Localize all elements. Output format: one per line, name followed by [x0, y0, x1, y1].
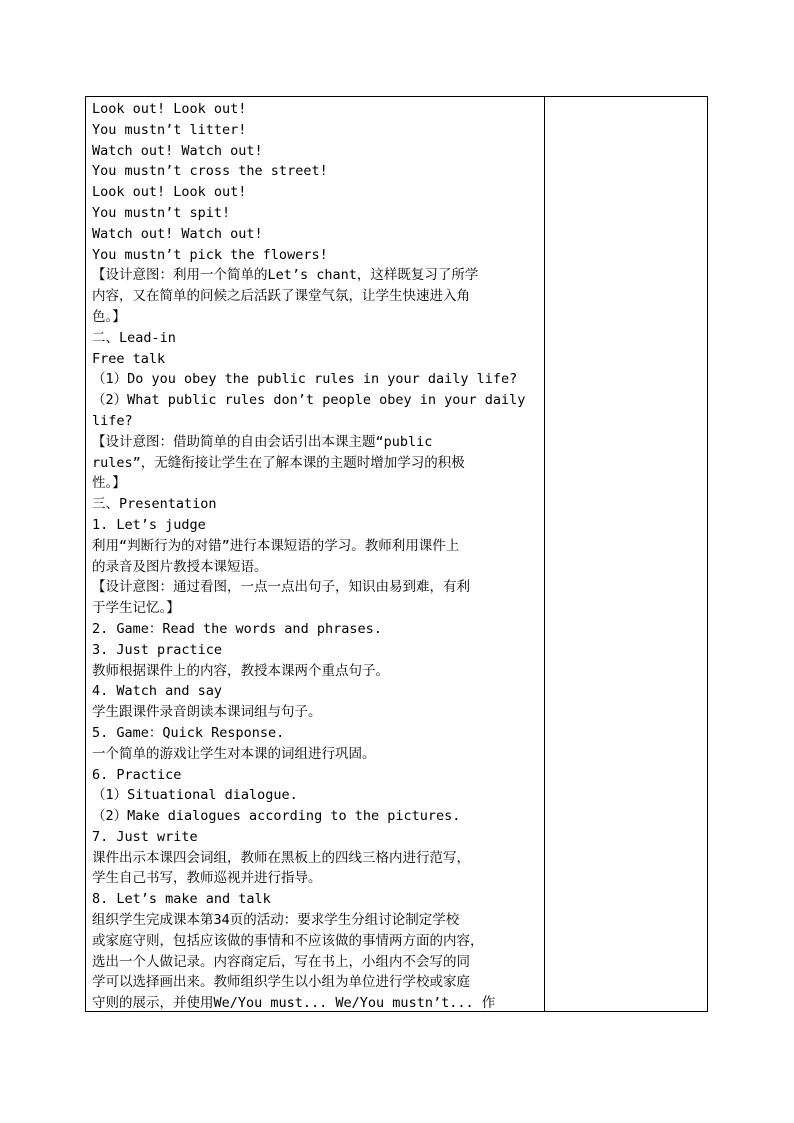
text-line: Watch out! Watch out! [92, 142, 263, 159]
text-line: Look out! Look out! [92, 101, 247, 117]
text-line: 性。】 [92, 475, 126, 492]
text-line: 组织学生完成课本第34页的活动：要求学生分组讨论制定学校 [92, 912, 460, 929]
text-line: 于学生记忆。】 [92, 600, 180, 617]
section-heading: 二、Lead-in [92, 329, 176, 346]
text-line: （1）Do you obey the public rules in your daily life? [92, 371, 518, 388]
text-line: （2）What public rules don’t people obey in your daily [92, 392, 526, 409]
text-line: 3. Just practice [92, 641, 223, 658]
text-line: You mustn’t cross the street! [92, 163, 328, 180]
text-line: 一个简单的游戏让学生对本课的词组进行巩固。 [92, 745, 376, 762]
text-line: Watch out! Watch out! [92, 225, 263, 242]
text-line: 8. Let’s make and talk [92, 891, 271, 908]
text-line: life? [92, 412, 133, 429]
text-line: （2）Make dialogues according to the pictures. [92, 808, 461, 825]
text-line: 或家庭守则，包括应该做的事情和不应该做的事情两方面的内容， [92, 932, 484, 949]
text-line: 5. Game：Quick Response. [92, 724, 285, 741]
text-line: You mustn’t spit! [92, 204, 231, 221]
text-line: 【设计意图：借助简单的自由会话引出本课主题“public [92, 433, 433, 450]
text-line: 学生自己书写，教师巡视并进行指导。 [92, 870, 322, 887]
text-line: 色。】 [92, 308, 126, 325]
text-line: You mustn’t pick the flowers! [92, 246, 328, 263]
text-line: （1）Situational dialogue. [92, 787, 298, 804]
text-line: Look out! Look out! [92, 184, 247, 201]
text-line: 守则的展示，并使用We/You must... We/You mustn’t... 作 [92, 995, 496, 1012]
text-line: 学可以选择画出来。教师组织学生以小组为单位进行学校或家庭 [92, 974, 470, 991]
text-line: 学生跟课件录音朗读本课词组与句子。 [92, 704, 322, 721]
text-line: 7. Just write [92, 828, 198, 845]
text-line: You mustn’t litter! [92, 121, 247, 138]
section-heading: 三、Presentation [92, 496, 217, 513]
text-line: 6. Practice [92, 766, 182, 783]
notes-cell [545, 97, 707, 1011]
lesson-content-cell [92, 99, 540, 1014]
text-line: 利用“判断行为的对错”进行本课短语的学习。教师利用课件上 [92, 537, 460, 554]
text-line: 选出一个人做记录。内容商定后，写在书上，小组内不会写的同 [92, 953, 470, 970]
text-line: 2. Game：Read the words and phrases. [92, 620, 382, 637]
text-line: 的录音及图片教授本课短语。 [92, 558, 268, 575]
text-line: 【设计意图：利用一个简单的Let’s chant，这样既复习了所学 [92, 267, 479, 284]
text-line: 内容，又在简单的问候之后活跃了课堂气氛，让学生快速进入角 [92, 288, 470, 305]
lesson-plan-table [85, 96, 708, 1012]
text-line: 【设计意图：通过看图，一点一点出句子，知识由易到难，有利 [92, 579, 470, 596]
text-line: 1. Let’s judge [92, 516, 206, 533]
text-line: 课件出示本课四会词组，教师在黑板上的四线三格内进行范写， [92, 849, 470, 866]
text-line: 4. Watch and say [92, 683, 223, 700]
text-line: Free talk [92, 350, 166, 367]
text-line: rules”，无缝衔接让学生在了解本课的主题时增加学习的积极 [92, 454, 465, 471]
text-line: 教师根据课件上的内容，教授本课两个重点句子。 [92, 662, 389, 679]
